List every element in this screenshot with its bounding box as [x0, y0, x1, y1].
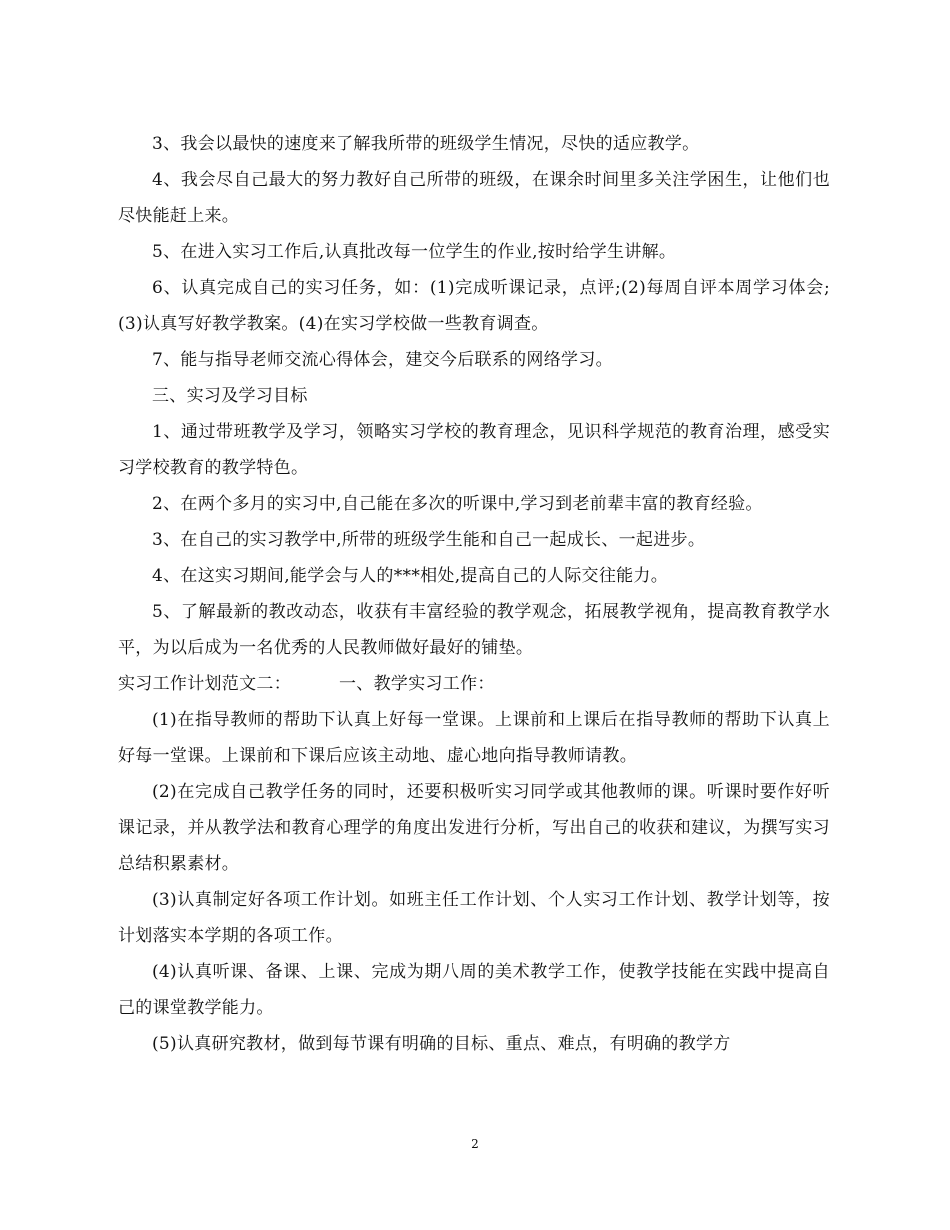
section-title: 实习工作计划范文二：	[118, 674, 291, 694]
paragraph: (3)认真制定好各项工作计划。如班主任工作计划、个人实习工作计划、教学计划等，按计划落实本学期的各项工作。	[118, 890, 830, 946]
paragraph: 4、在这实习期间,能学会与人的***相处,提高自己的人际交往能力。	[152, 566, 669, 586]
paragraph: (1)在指导教师的帮助下认真上好每一堂课。上课前和上课后在指导教师的帮助下认真上好每一堂课。上课前和下课后应该主动地、虚心地向指导教师请教。	[118, 710, 830, 766]
paragraph: 6、认真完成自己的实习任务，如：(1)完成听课记录，点评;(2)每周自评本周学习体会;(3)认真写好教学教案。(4)在实习学校做一些教育调查。	[118, 278, 830, 334]
paragraph: 7、能与指导老师交流心得体会，建交今后联系的网络学习。	[152, 350, 613, 370]
paragraph: (4)认真听课、备课、上课、完成为期八周的美术教学工作，使教学技能在实践中提高自己的课堂教学能力。	[118, 962, 830, 1018]
paragraph: 2、在两个多月的实习中,自己能在多次的听课中,学习到老前辈丰富的教育经验。	[152, 494, 763, 514]
section-heading: 三、实习及学习目标	[152, 386, 308, 406]
section-title-line	[118, 666, 830, 702]
page-number: 2	[471, 1137, 479, 1151]
paragraph: 3、在自己的实习教学中,所带的班级学生能和自己一起成长、一起进步。	[152, 530, 706, 550]
paragraph: 5、了解最新的教改动态，收获有丰富经验的教学观念，拓展教学视角，提高教育教学水平，为以后成为一名优秀的人民教师做好最好的铺垫。	[118, 602, 830, 658]
paragraph: 4、我会尽自己最大的努力教好自己所带的班级，在课余时间里多关注学困生，让他们也尽快能赶上来。	[118, 170, 830, 226]
section-subtitle: 一、教学实习工作：	[339, 674, 495, 694]
document-body	[118, 126, 830, 1062]
paragraph: 5、在进入实习工作后,认真批改每一位学生的作业,按时给学生讲解。	[152, 242, 677, 262]
paragraph: (2)在完成自己教学任务的同时，还要积极听实习同学或其他教师的课。听课时要作好听课记录，并从教学法和教育心理学的角度出发进行分析，写出自己的收获和建议，为撰写实习总结积累素材。	[118, 782, 830, 874]
paragraph: 1、通过带班教学及学习，领略实习学校的教育理念，见识科学规范的教育治理，感受实习学校教育的教学特色。	[118, 422, 830, 478]
paragraph: (5)认真研究教材，做到每节课有明确的目标、重点、难点，有明确的教学方	[152, 1034, 731, 1054]
paragraph: 3、我会以最快的速度来了解我所带的班级学生情况，尽快的适应教学。	[152, 134, 700, 154]
